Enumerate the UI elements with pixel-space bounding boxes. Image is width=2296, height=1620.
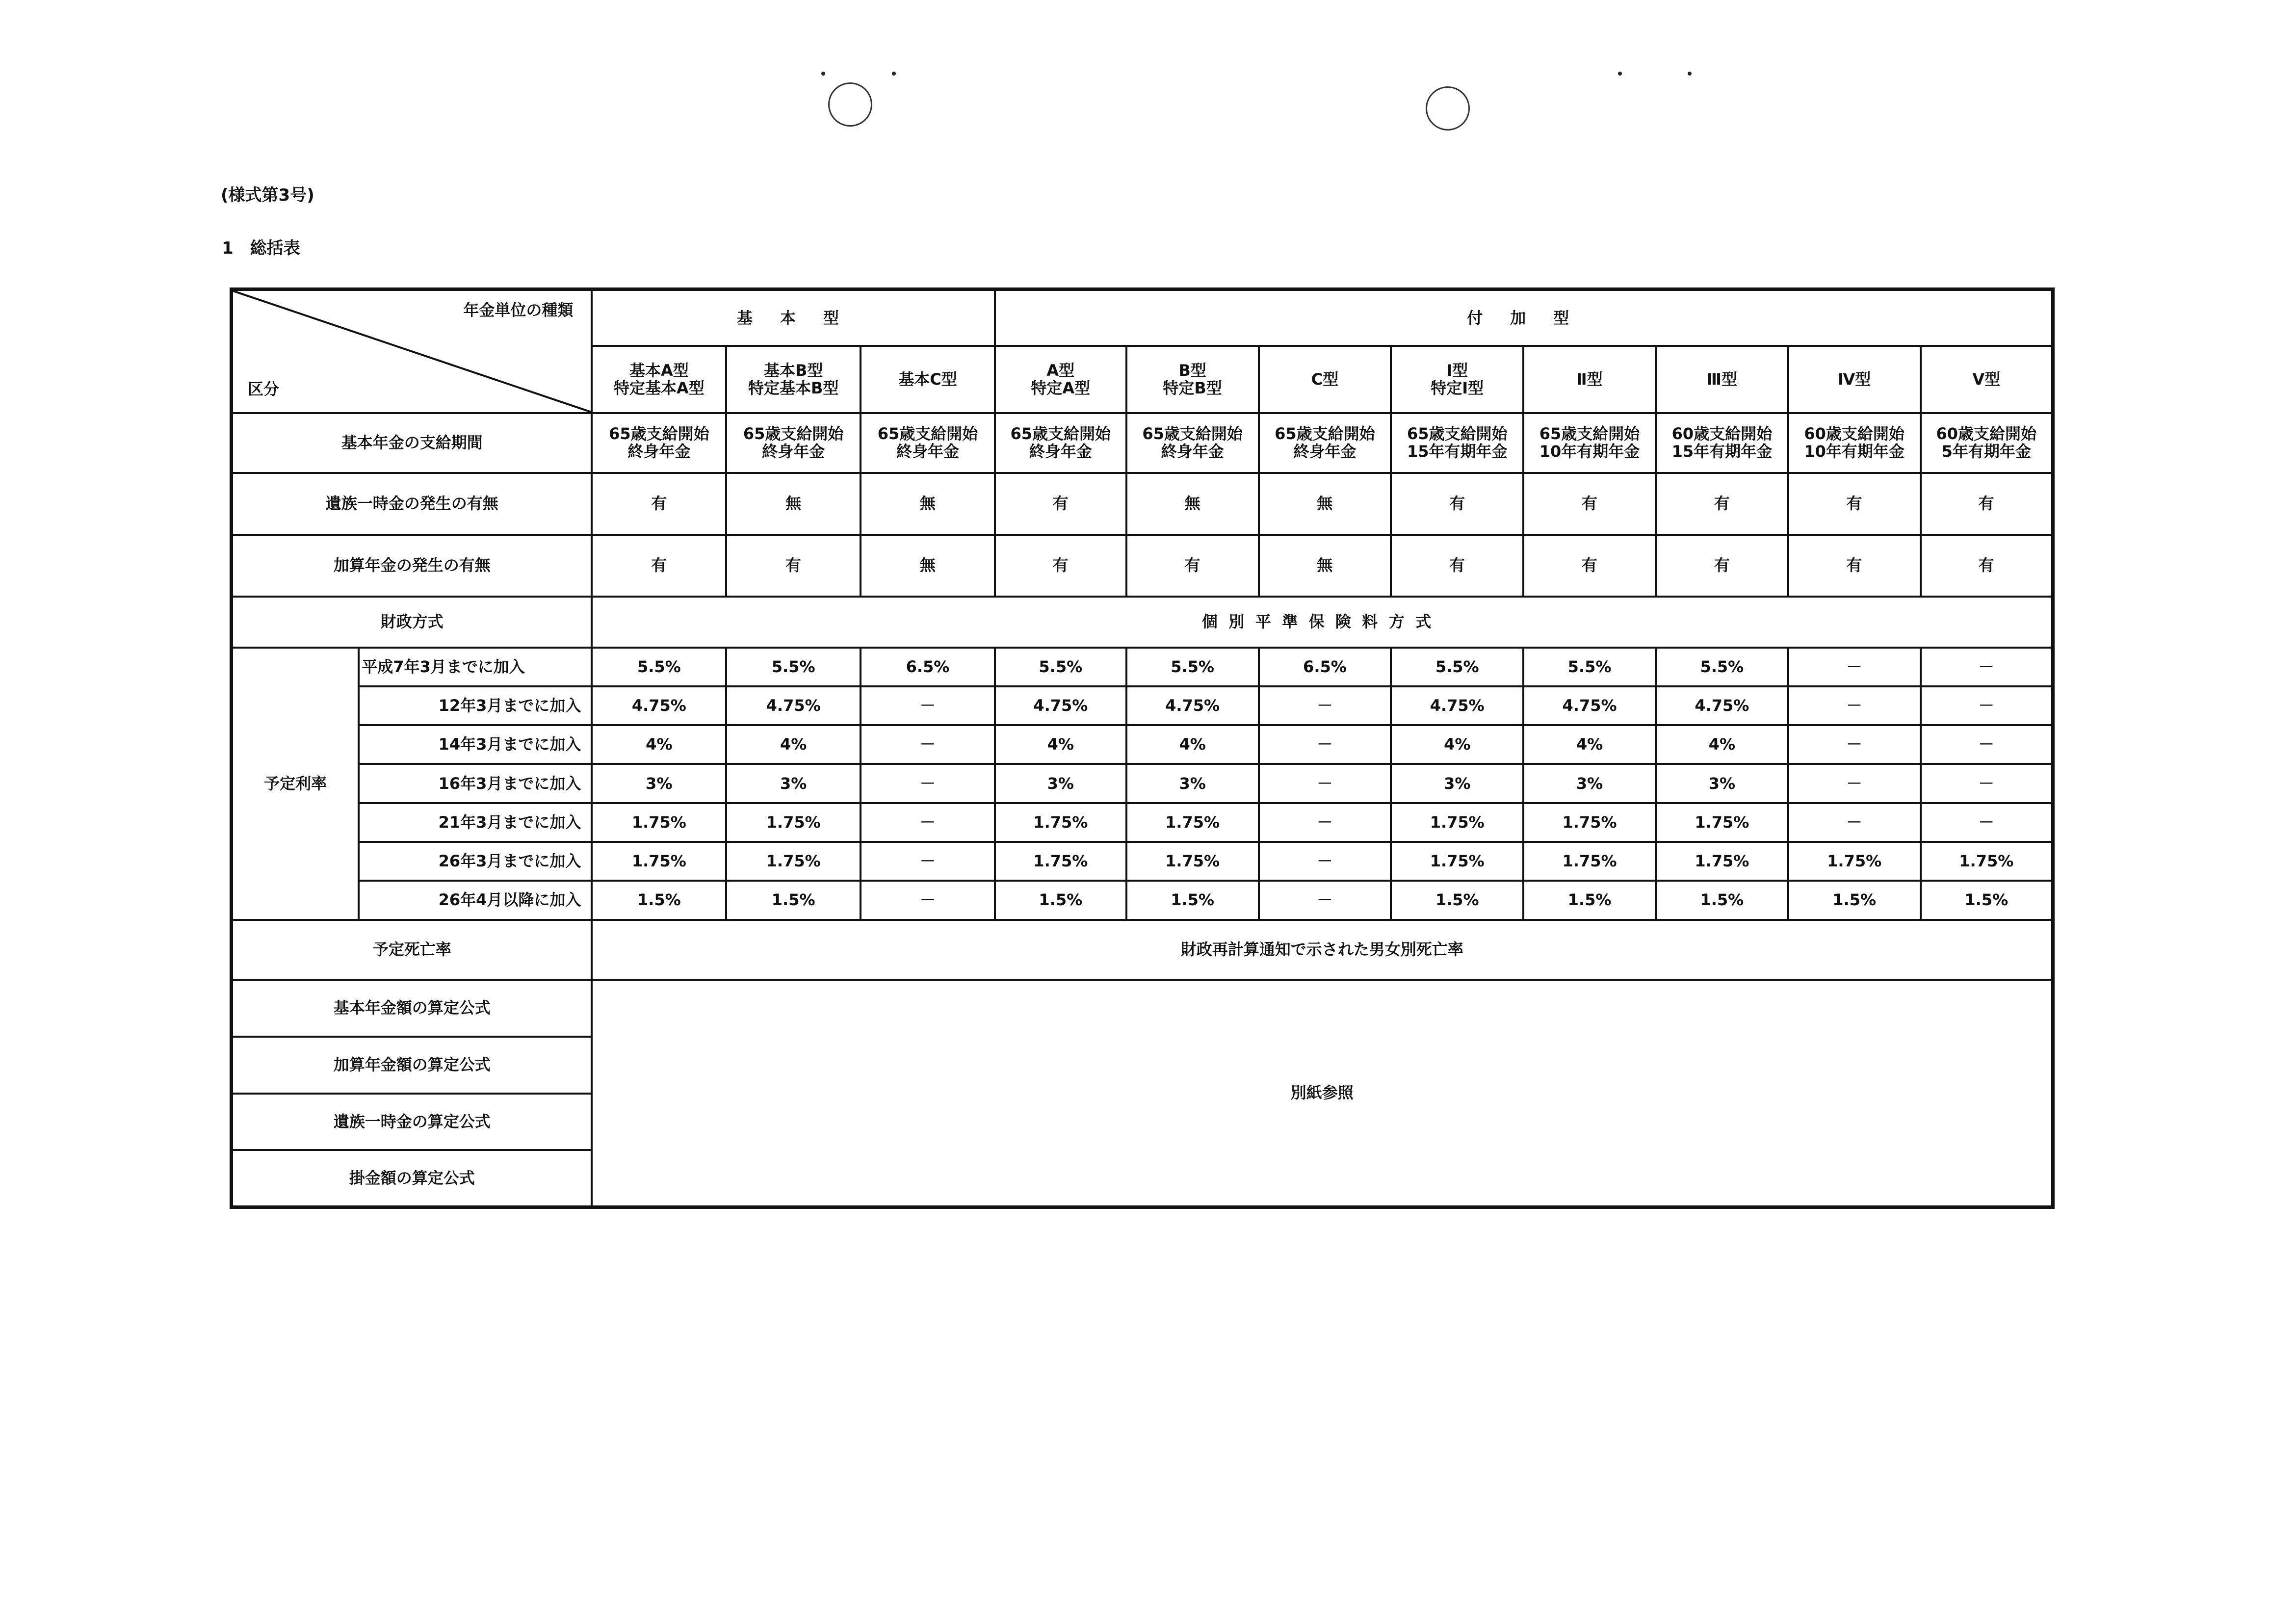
interest-rate-cell: 3% — [1126, 764, 1259, 803]
mortality-label: 予定死亡率 — [232, 920, 592, 980]
scan-speck — [821, 72, 825, 76]
interest-rate-cell: － — [861, 842, 995, 881]
payment-period-cell — [1259, 413, 1391, 473]
formula-basic-label: 基本年金額の算定公式 — [232, 980, 592, 1037]
interest-rate-cell: 4.75% — [995, 686, 1126, 725]
interest-rate-cell: 1.5% — [1523, 881, 1656, 919]
interest-rate-cell: 1.75% — [1391, 803, 1523, 842]
interest-rate-cell: 3% — [592, 764, 726, 803]
mortality-row — [232, 920, 2053, 980]
interest-label: 予定利率 — [232, 648, 359, 920]
type-header-cell — [1391, 346, 1523, 413]
additional-pension-cell: 無 — [1259, 535, 1391, 597]
interest-rate-cell: － — [1259, 842, 1391, 881]
interest-row — [232, 881, 2053, 919]
payment-period-cell — [1523, 413, 1656, 473]
additional-pension-cell: 有 — [1921, 535, 2053, 597]
cell-line: 終身年金 — [896, 442, 959, 461]
additional-pension-cell: 有 — [1391, 535, 1523, 597]
interest-rate-cell: 1.75% — [592, 842, 726, 881]
cell-line: 65歳支給開始 — [1010, 424, 1111, 444]
additional-pension-cell: 有 — [995, 535, 1126, 597]
interest-rate-cell: 1.75% — [1126, 842, 1259, 881]
cell-line: 10年有期年金 — [1539, 442, 1640, 461]
financing-row — [232, 597, 2053, 648]
cell-line: Ⅳ型 — [1838, 369, 1871, 389]
interest-rate-cell: － — [1788, 803, 1921, 842]
cell-line: 10年有期年金 — [1804, 442, 1905, 461]
cell-line: Ⅱ型 — [1576, 369, 1603, 389]
interest-rate-cell: － — [861, 686, 995, 725]
interest-period-label: 12年3月までに加入 — [359, 686, 592, 725]
interest-rate-cell: 1.5% — [1921, 881, 2053, 919]
cell-line: 65歳支給開始 — [1407, 424, 1508, 444]
interest-rate-cell: 1.75% — [1656, 842, 1788, 881]
survivor-lump-cell: 有 — [1656, 473, 1788, 535]
type-header-cell — [861, 346, 995, 413]
interest-rate-cell: － — [861, 803, 995, 842]
interest-rate-cell: 1.5% — [726, 881, 861, 919]
survivor-lump-cell: 有 — [1921, 473, 2053, 535]
interest-period-label: 26年3月までに加入 — [359, 842, 592, 881]
additional-pension-row — [232, 535, 2053, 597]
category-header: 区分 — [248, 380, 280, 399]
interest-rate-cell: 1.75% — [995, 842, 1126, 881]
interest-rate-cell: 1.5% — [995, 881, 1126, 919]
interest-period-label: 14年3月までに加入 — [359, 725, 592, 764]
cell-line: 特定基本B型 — [748, 378, 839, 397]
interest-rate-cell: － — [1259, 686, 1391, 725]
cell-line: 15年有期年金 — [1407, 442, 1508, 461]
interest-rate-cell: － — [1921, 648, 2053, 686]
interest-period-label: 平成7年3月までに加入 — [359, 648, 592, 686]
corner-header-cell — [232, 289, 592, 413]
interest-rate-cell: 1.75% — [1523, 803, 1656, 842]
cell-line: 特定A型 — [1031, 378, 1091, 397]
cell-line: 基本A型 — [629, 361, 689, 380]
cell-line: 15年有期年金 — [1671, 442, 1773, 461]
formula-survivor-label: 遺族一時金の算定公式 — [232, 1094, 592, 1150]
interest-rate-cell: 4% — [1656, 725, 1788, 764]
punch-hole-left — [828, 82, 872, 127]
interest-rate-cell: 1.75% — [1126, 803, 1259, 842]
payment-period-cell — [861, 413, 995, 473]
payment-period-cell — [1391, 413, 1523, 473]
interest-rate-cell: 4% — [1126, 725, 1259, 764]
formula-reference: 別紙参照 — [592, 980, 2053, 1207]
interest-rate-cell: － — [1259, 803, 1391, 842]
type-header-cell — [1656, 346, 1788, 413]
interest-rate-cell: 1.75% — [592, 803, 726, 842]
interest-rate-cell: 3% — [1391, 764, 1523, 803]
additional-pension-cell: 有 — [1788, 535, 1921, 597]
interest-rate-cell: 3% — [1656, 764, 1788, 803]
interest-row — [232, 648, 2053, 686]
interest-rate-cell: 1.75% — [1656, 803, 1788, 842]
interest-rate-cell: 5.5% — [1126, 648, 1259, 686]
interest-period-label: 16年3月までに加入 — [359, 764, 592, 803]
survivor-lump-cell: 有 — [1523, 473, 1656, 535]
interest-rate-cell: 1.75% — [1788, 842, 1921, 881]
interest-rate-cell: 1.75% — [1523, 842, 1656, 881]
interest-row — [232, 842, 2053, 881]
cell-line: 60歳支給開始 — [1671, 424, 1773, 444]
cell-line: 基本C型 — [898, 369, 957, 389]
interest-rate-cell: 5.5% — [1523, 648, 1656, 686]
interest-period-label: 26年4月以降に加入 — [359, 881, 592, 919]
section-title: 1 総括表 — [222, 238, 300, 258]
interest-rate-cell: 1.75% — [1921, 842, 2053, 881]
additional-pension-cell: 有 — [592, 535, 726, 597]
payment-period-row — [232, 413, 2053, 473]
type-header-cell — [995, 346, 1126, 413]
basic-type-group-header: 基 本 型 — [592, 289, 994, 346]
interest-rate-cell: 4.75% — [1126, 686, 1259, 725]
interest-row — [232, 803, 2053, 842]
interest-rate-cell: 1.5% — [1788, 881, 1921, 919]
cell-line: 65歳支給開始 — [609, 424, 709, 444]
survivor-lump-cell: 無 — [861, 473, 995, 535]
interest-rate-cell: 1.75% — [726, 842, 861, 881]
punch-hole-right — [1426, 86, 1470, 131]
cell-line: Ⅴ型 — [1972, 369, 2001, 389]
cell-line: 終身年金 — [1161, 442, 1224, 461]
cell-line: 65歳支給開始 — [1275, 424, 1375, 444]
interest-rate-cell: 1.5% — [1656, 881, 1788, 919]
interest-rate-cell: － — [1788, 648, 1921, 686]
interest-rate-cell: － — [1921, 686, 2053, 725]
survivor-lump-cell: 有 — [1391, 473, 1523, 535]
payment-period-cell — [1126, 413, 1259, 473]
interest-rate-cell: － — [861, 764, 995, 803]
type-header-cell — [1126, 346, 1259, 413]
interest-rate-cell: － — [861, 725, 995, 764]
payment-period-cell — [1656, 413, 1788, 473]
cell-line: Ⅲ型 — [1706, 369, 1737, 389]
interest-rate-cell: 5.5% — [995, 648, 1126, 686]
interest-rate-cell: 4% — [995, 725, 1126, 764]
additional-pension-cell: 有 — [726, 535, 861, 597]
cell-line: 60歳支給開始 — [1936, 424, 2037, 444]
interest-rate-cell: 4.75% — [1523, 686, 1656, 725]
cell-line: 基本B型 — [763, 361, 823, 380]
interest-rate-cell: 1.75% — [995, 803, 1126, 842]
formula-additional-label: 加算年金額の算定公式 — [232, 1037, 592, 1094]
financing-label: 財政方式 — [232, 597, 592, 648]
cell-line: 65歳支給開始 — [877, 424, 978, 444]
interest-rate-cell: 1.5% — [592, 881, 726, 919]
survivor-lump-cell: 有 — [1788, 473, 1921, 535]
interest-rate-cell: 4% — [1391, 725, 1523, 764]
interest-rate-cell: 4.75% — [726, 686, 861, 725]
cell-line: 65歳支給開始 — [1539, 424, 1640, 444]
additional-type-group-header: 付 加 型 — [995, 289, 2053, 346]
type-header-cell — [1259, 346, 1391, 413]
cell-line: 60歳支給開始 — [1804, 424, 1905, 444]
survivor-lump-label: 遺族一時金の発生の有無 — [232, 473, 592, 535]
cell-line: 終身年金 — [1029, 442, 1092, 461]
survivor-lump-cell: 有 — [592, 473, 726, 535]
formula-row — [232, 980, 2053, 1037]
cell-line: 特定基本A型 — [613, 378, 704, 397]
cell-line: A型 — [1046, 361, 1075, 380]
survivor-lump-cell: 無 — [1126, 473, 1259, 535]
additional-pension-cell: 有 — [1523, 535, 1656, 597]
interest-rate-cell: － — [1259, 725, 1391, 764]
interest-rate-cell: 5.5% — [1656, 648, 1788, 686]
interest-rate-cell: 6.5% — [861, 648, 995, 686]
survivor-lump-cell: 有 — [995, 473, 1126, 535]
interest-period-label: 21年3月までに加入 — [359, 803, 592, 842]
interest-rate-cell: 3% — [995, 764, 1126, 803]
additional-pension-cell: 無 — [861, 535, 995, 597]
scan-speck — [892, 72, 896, 76]
payment-period-cell — [726, 413, 861, 473]
type-header-cell — [592, 346, 726, 413]
interest-rate-cell: 5.5% — [726, 648, 861, 686]
cell-line: 終身年金 — [1293, 442, 1357, 461]
interest-rate-cell: 1.75% — [726, 803, 861, 842]
interest-rate-cell: 1.75% — [1391, 842, 1523, 881]
cell-line: 65歳支給開始 — [743, 424, 844, 444]
interest-rate-cell: 4% — [726, 725, 861, 764]
interest-rate-cell: 5.5% — [592, 648, 726, 686]
additional-pension-label: 加算年金の発生の有無 — [232, 535, 592, 597]
survivor-lump-row — [232, 473, 2053, 535]
type-header-cell — [726, 346, 861, 413]
interest-rate-cell: 5.5% — [1391, 648, 1523, 686]
interest-rate-cell: 3% — [726, 764, 861, 803]
interest-rate-cell: － — [1788, 686, 1921, 725]
type-header-cell — [1921, 346, 2053, 413]
interest-row — [232, 764, 2053, 803]
formula-contribution-label: 掛金額の算定公式 — [232, 1150, 592, 1207]
interest-rate-cell: 4.75% — [592, 686, 726, 725]
interest-rate-cell: 4% — [1523, 725, 1656, 764]
type-header-cell — [1788, 346, 1921, 413]
mortality-value: 財政再計算通知で示された男女別死亡率 — [592, 920, 2053, 980]
cell-line: B型 — [1178, 361, 1206, 380]
additional-pension-cell: 有 — [1656, 535, 1788, 597]
interest-rate-cell: － — [1921, 803, 2053, 842]
financing-value: 個別平準保険料方式 — [592, 597, 2053, 648]
pension-type-header: 年金単位の種類 — [463, 301, 574, 319]
survivor-lump-cell: 無 — [1259, 473, 1391, 535]
form-number: (様式第3号) — [221, 185, 314, 205]
interest-rate-cell: － — [1788, 764, 1921, 803]
cell-line: 65歳支給開始 — [1142, 424, 1243, 444]
type-header-cell — [1523, 346, 1656, 413]
interest-rate-cell: 4% — [592, 725, 726, 764]
cell-line: Ⅰ型 — [1446, 361, 1468, 380]
cell-line: 5年有期年金 — [1941, 442, 2031, 461]
summary-table — [230, 287, 2055, 1209]
interest-row — [232, 725, 2053, 764]
interest-rate-cell: － — [1921, 725, 2053, 764]
scan-speck — [1618, 72, 1622, 76]
cell-line: 特定B型 — [1163, 378, 1222, 397]
cell-line: 終身年金 — [762, 442, 825, 461]
interest-rate-cell: 4.75% — [1391, 686, 1523, 725]
interest-rate-cell: － — [1921, 764, 2053, 803]
cell-line: C型 — [1311, 369, 1339, 389]
interest-rate-cell: 3% — [1523, 764, 1656, 803]
interest-rate-cell: － — [861, 881, 995, 919]
interest-rate-cell: － — [1259, 881, 1391, 919]
interest-rate-cell: 1.5% — [1126, 881, 1259, 919]
payment-period-label: 基本年金の支給期間 — [232, 413, 592, 473]
payment-period-cell — [592, 413, 726, 473]
payment-period-cell — [995, 413, 1126, 473]
interest-rate-cell: － — [1788, 725, 1921, 764]
interest-rate-cell: 4.75% — [1656, 686, 1788, 725]
cell-line: 特定Ⅰ型 — [1431, 378, 1484, 397]
payment-period-cell — [1788, 413, 1921, 473]
payment-period-cell — [1921, 413, 2053, 473]
interest-row — [232, 686, 2053, 725]
interest-rate-cell: 6.5% — [1259, 648, 1391, 686]
survivor-lump-cell: 無 — [726, 473, 861, 535]
scan-speck — [1688, 72, 1692, 76]
interest-rate-cell: 1.5% — [1391, 881, 1523, 919]
cell-line: 終身年金 — [627, 442, 691, 461]
additional-pension-cell: 有 — [1126, 535, 1259, 597]
interest-rate-cell: － — [1259, 764, 1391, 803]
